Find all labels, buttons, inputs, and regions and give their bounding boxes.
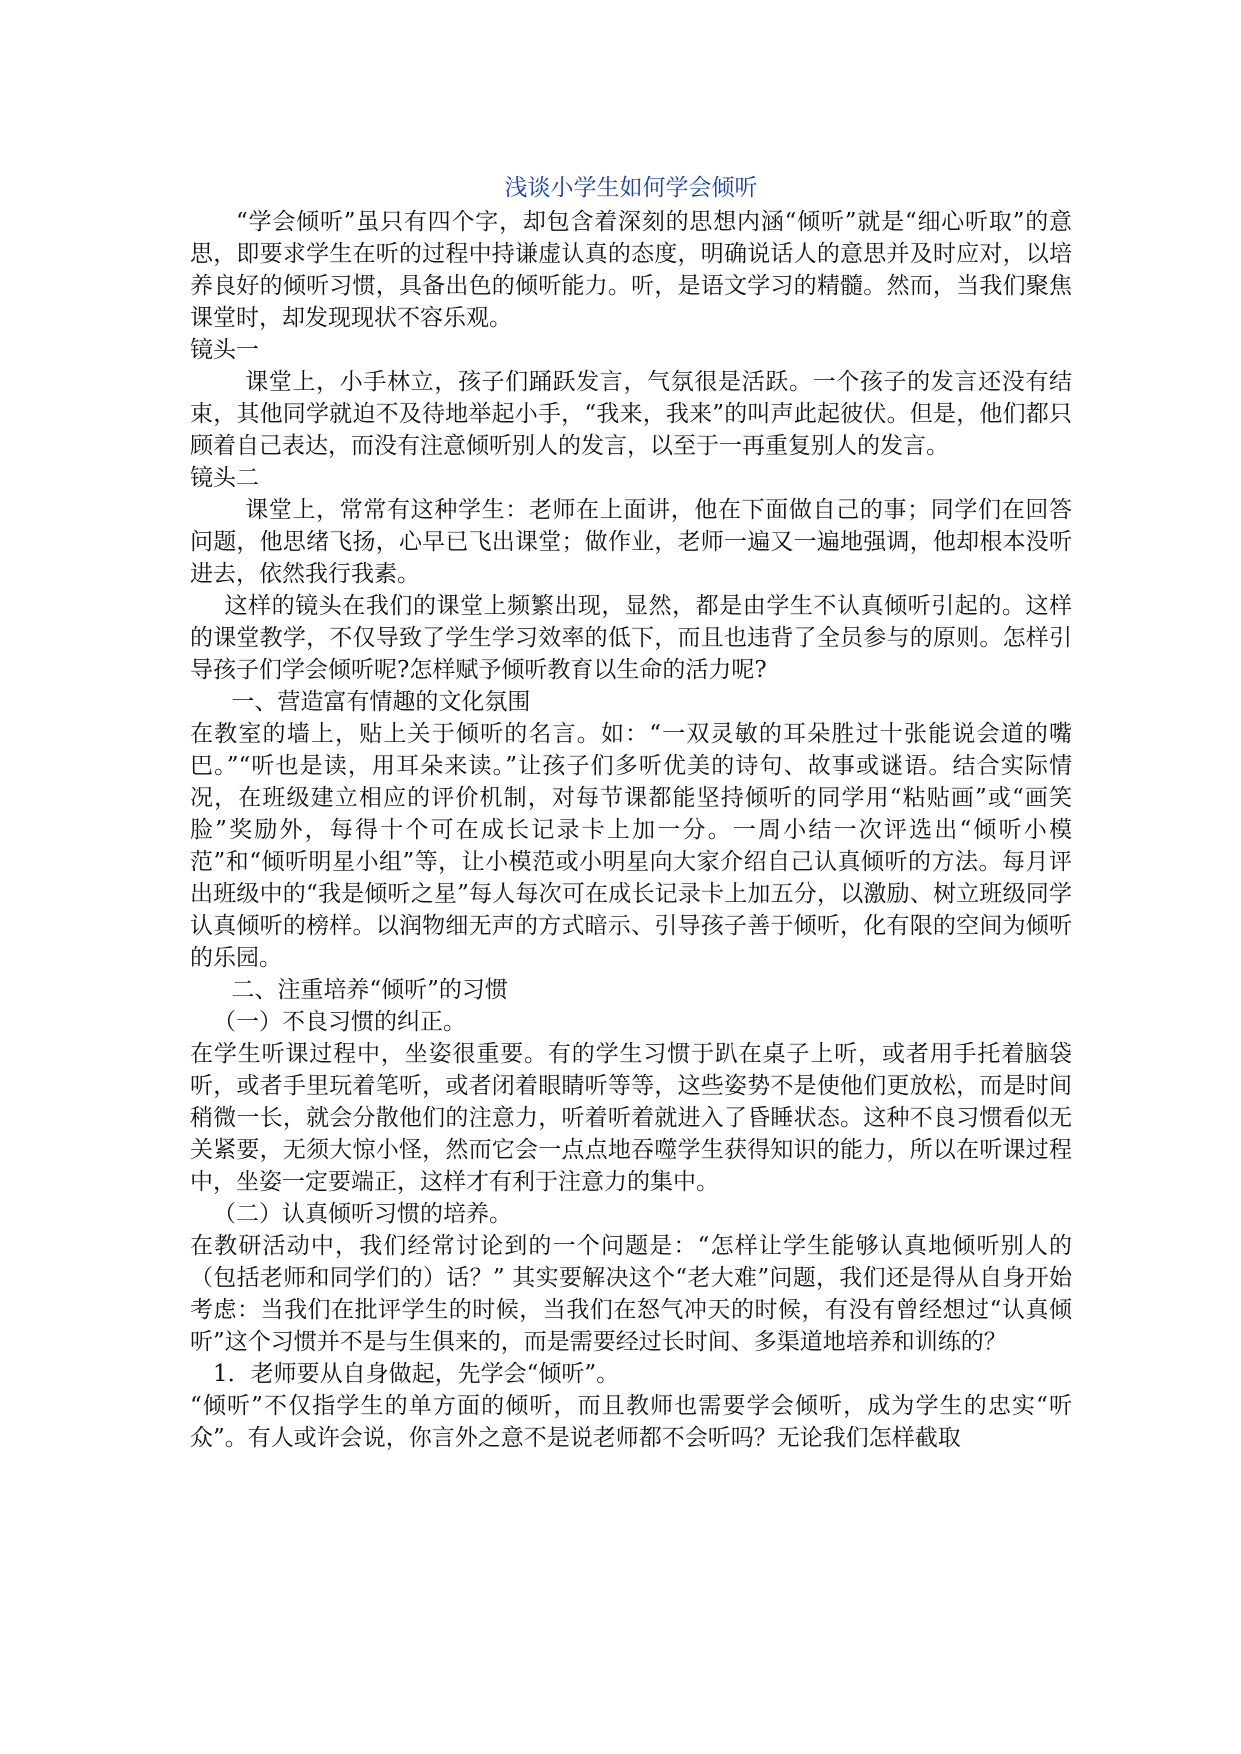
shot1-paragraph: 课堂上，小手林立，孩子们踊跃发言，气氛很是活跃。一个孩子的发言还没有结束，其他同学就迫不及待地举起小手，“我来，我来”的叫声此起彼伏。但是，他们都只顾着自己表达，而没有注意倾听别人的发言，以至于一再重复别人的发言。 bbox=[190, 369, 1072, 459]
subsection2-heading: （二）认真倾听习惯的培养。 bbox=[213, 1201, 512, 1227]
subsection1-heading: （一）不良习惯的纠正。 bbox=[213, 1009, 466, 1035]
section1-body: 在教室的墙上，贴上关于倾听的名言。如：“一双灵敏的耳朵胜过十张能说会道的嘴巴。”“听也是读，用耳朵来读。”让孩子们多听优美的诗句、故事或谜语。结合实际情况，在班级建立相应的评价机制，对每节课都能坚持倾听的同学用“粘贴画”或“画笑脸”奖励外，每得十个可在成长记录卡上加一分。一周小结一次评选出“倾听小模范”和“倾听明星小组”等，让小模范或小明星向大家介绍自己认真倾听的方法。每月评出班级中的“我是倾听之星”每人每次可在成长记录卡上加五分，以激励、树立班级同学认真倾听的榜样。以润物细无声的方式暗示、引导孩子善于倾听，化有限的空间为倾听的乐园。 bbox=[190, 721, 1072, 971]
summary-paragraph: 这样的镜头在我们的课堂上频繁出现，显然，都是由学生不认真倾听引起的。这样的课堂教学，不仅导致了学生学习效率的低下，而且也违背了全员参与的原则。怎样引导孩子们学会倾听呢?怎样赋予倾听教育以生命的活力呢? bbox=[190, 593, 1072, 683]
document-page bbox=[190, 172, 1072, 1454]
section2-heading: 二、注重培养“倾听”的习惯 bbox=[231, 977, 508, 1003]
item1-heading: 1．老师要从自身做起，先学会“倾听”。 bbox=[213, 1361, 620, 1387]
shot1-label: 镜头一 bbox=[190, 337, 259, 363]
document-title: 浅谈小学生如何学会倾听 bbox=[504, 175, 758, 201]
subsection1-body: 在学生听课过程中，坐姿很重要。有的学生习惯于趴在桌子上听，或者用手托着脑袋听，或者手里玩着笔听，或者闭着眼睛听等等，这些姿势不是使他们更放松，而是时间稍微一长，就会分散他们的注意力，听着听着就进入了昏睡状态。这种不良习惯看似无关紧要，无须大惊小怪，然而它会一点点地吞噬学生获得知识的能力，所以在听课过程中，坐姿一定要端正，这样才有利于注意力的集中。 bbox=[190, 1041, 1072, 1195]
shot2-paragraph: 课堂上，常常有这种学生：老师在上面讲，他在下面做自己的事；同学们在回答问题，他思绪飞扬，心早已飞出课堂；做作业，老师一遍又一遍地强调，他却根本没听进去，依然我行我素。 bbox=[190, 497, 1072, 587]
section1-heading: 一、营造富有情趣的文化氛围 bbox=[231, 689, 531, 715]
item1-body: “倾听”不仅指学生的单方面的倾听，而且教师也需要学会倾听，成为学生的忠实“听众”。有人或许会说，你言外之意不是说老师都不会听吗？无论我们怎样截取 bbox=[190, 1393, 1072, 1451]
intro-paragraph: “学会倾听”虽只有四个字，却包含着深刻的思想内涵“倾听”就是“细心听取”的意思，即要求学生在听的过程中持谦虚认真的态度，明确说话人的意思并及时应对，以培养良好的倾听习惯，具备出色的倾听能力。听，是语文学习的精髓。然而，当我们聚焦课堂时，却发现现状不容乐观。 bbox=[190, 209, 1072, 331]
subsection2-body: 在教研活动中，我们经常讨论到的一个问题是：“怎样让学生能够认真地倾听别人的（包括老师和同学们的）话？” 其实要解决这个“老大难”问题，我们还是得从自身开始考虑：当我们在批评学生的时候，当我们在怒气冲天的时候，有没有曾经想过“认真倾听”这个习惯并不是与生俱来的，而是需要经过长时间、多渠道地培养和训练的？ bbox=[190, 1233, 1072, 1355]
shot2-label: 镜头二 bbox=[190, 465, 259, 491]
